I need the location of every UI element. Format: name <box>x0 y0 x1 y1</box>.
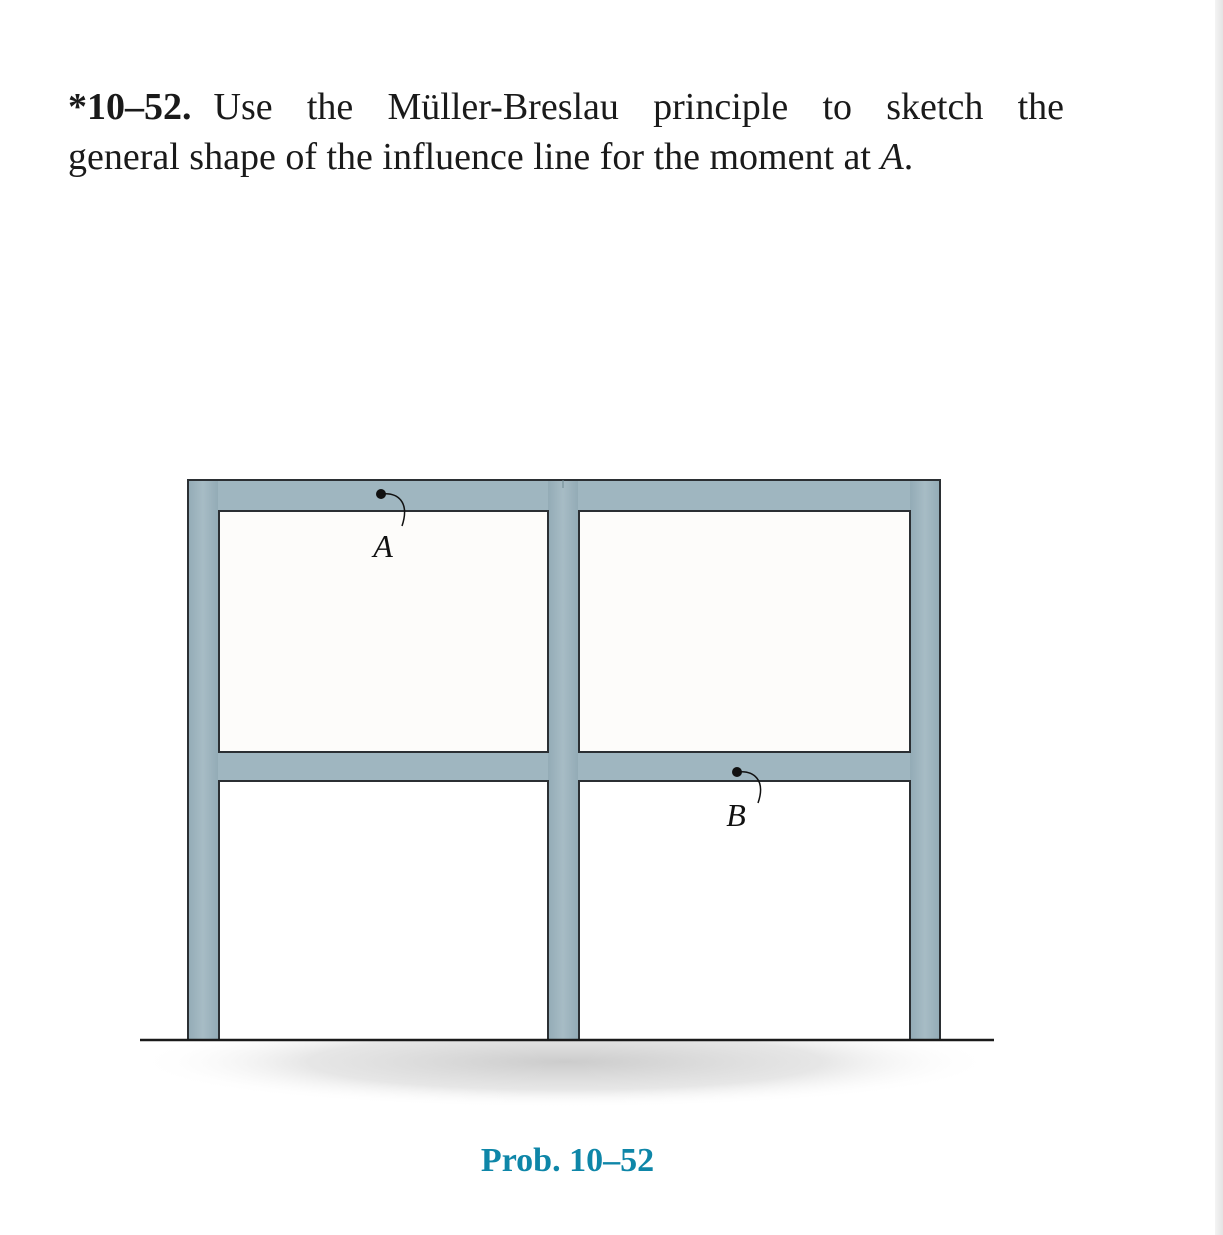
problem-point-a: A <box>880 136 904 178</box>
right-column <box>910 480 940 1040</box>
problem-number: *10–52. <box>68 86 192 128</box>
problem-line-2-prefix: general shape of the influence line for the moment at <box>68 136 881 178</box>
point-b-label: B <box>726 797 746 833</box>
problem-line-1-text: Use the Müller-Breslau principle to sketch the <box>213 86 1064 128</box>
point-a-label: A <box>373 528 393 564</box>
figure-caption: Prob. 10–52 <box>480 1142 655 1179</box>
left-column <box>188 480 218 1040</box>
upper-right-panel <box>579 511 910 752</box>
problem-line-2-suffix: . <box>903 136 914 178</box>
lower-left-panel <box>219 781 548 1040</box>
middle-column <box>548 480 578 1040</box>
